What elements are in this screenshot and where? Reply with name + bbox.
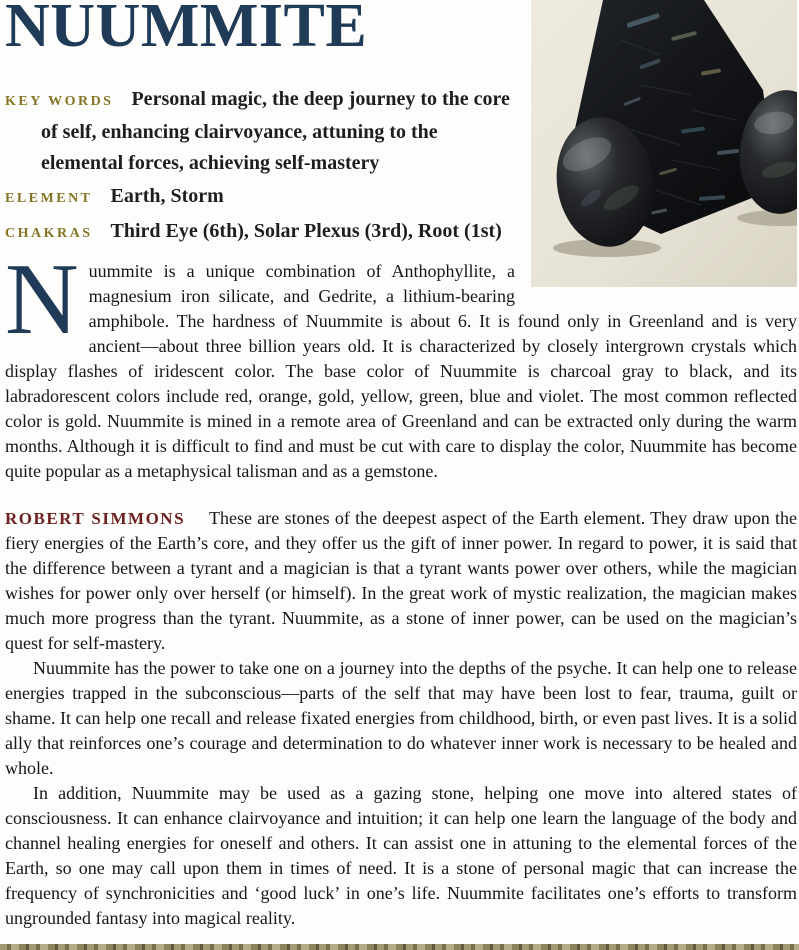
property-chakras-value: Third Eye (6th), Solar Plexus (3rd), Root (1st) bbox=[110, 220, 502, 242]
page-title: NUUMMITE bbox=[5, 0, 368, 60]
author-paragraph-3: In addition, Nuummite may be used as a gazing stone, helping one move into altered states of consciousness. It can enhance clairvoyance and intuition; it can help one learn the language of the body and channel healing energies for oneself and others. It can assist one in attuning to the elemental forces of the Earth, so one may call upon them in times of need. It is a stone of personal magic that can increase the frequency of synchronicities and ‘good luck’ in one’s life. Nuummite facilitates one’s efforts to transform ungrounded fantasy into magical reality. bbox=[5, 783, 797, 928]
nuummite-photo bbox=[531, 0, 797, 287]
intro-paragraph bbox=[5, 243, 797, 484]
drop-cap: N bbox=[5, 243, 79, 356]
property-element-label: ELEMENT bbox=[5, 191, 93, 206]
author-label: ROBERT SIMMONS bbox=[5, 509, 186, 528]
author-paragraph-1-text: These are stones of the deepest aspect of the Earth element. They draw upon the fiery energies of the Earth’s core, and they offer us the gift of inner power. In regard to power, it is said that the difference between a tyrant and a magician is that a tyrant wants power over others, while the magician wishes for power only over herself (or himself). In the great work of mystic realization, the magician makes much more progress than the tyrant. Nuummite, as a stone of inner power, can be used on the magician’s quest for self-mastery. bbox=[5, 508, 797, 653]
nuummite-photo-image bbox=[531, 0, 797, 287]
intro-text: uummite is a unique combination of Anthophyllite, a magnesium iron silicate, and Gedrite, a lithium-bearing amphibole. The hardness of Nuummite is about 6. It is found only in Greenland and is very ancient—about three billion years old. It is characterized by closely intergrown crystals which display flashes of iridescent color. The base color of Nuummite is charcoal gray to black, and its labradorescent colors include red, orange, gold, yellow, green, blue and violet. The most common reflected color is gold. Nuummite is mined in a remote area of Greenland and can be extracted only during the warm months. Although it is difficult to find and must be cut with care to display the color, Nuummite has become quite popular as a metaphysical talisman and as a gemstone. bbox=[5, 261, 797, 481]
page-bottom-band bbox=[0, 944, 799, 950]
property-keywords-label: KEY WORDS bbox=[5, 94, 114, 109]
property-chakras-label: CHAKRAS bbox=[5, 226, 93, 241]
author-paragraph-2: Nuummite has the power to take one on a journey into the depths of the psyche. It can help one to release energies trapped in the subconscious—parts of the self that may have been lost to fear, trauma, guilt or shame. It can help one recall and release fixated energies from childhood, birth, or even past lives. It is a solid ally that reinforces one’s courage and determination to do whatever inner work is necessary to be healed and whole. bbox=[5, 658, 797, 778]
author-paragraph-1 bbox=[5, 506, 797, 656]
property-element-value: Earth, Storm bbox=[110, 185, 224, 207]
property-keywords-value: Personal magic, the deep journey to the core of self, enhancing clairvoyance, attuning to the elemental forces, achieving self-mastery bbox=[41, 88, 510, 174]
